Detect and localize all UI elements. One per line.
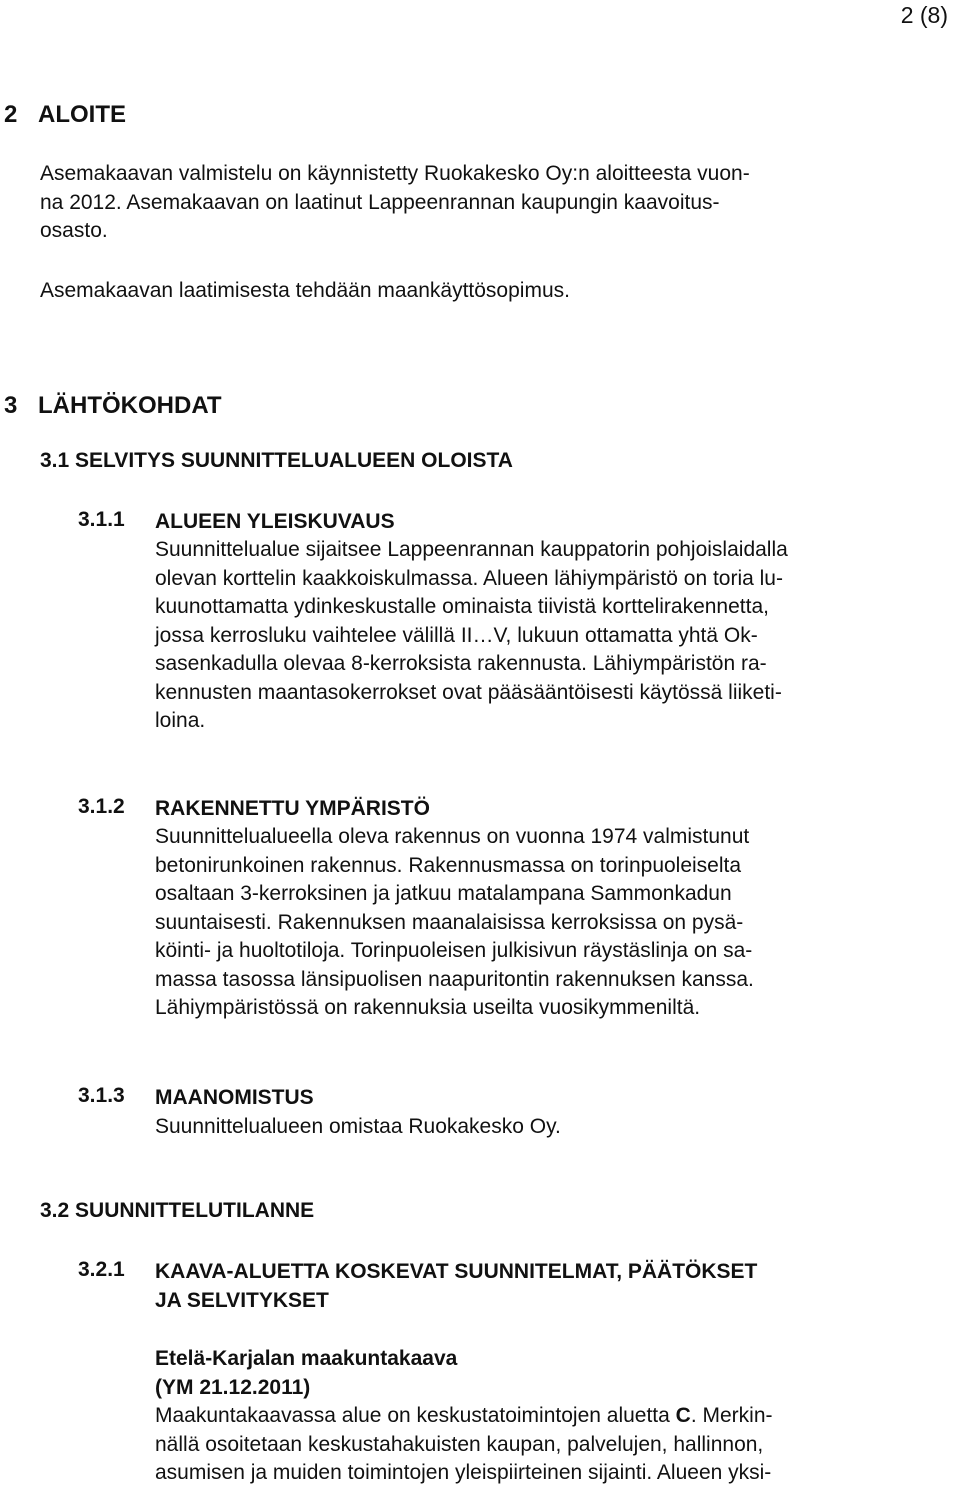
text-line: suuntaisesti. Rakennuksen maanalaisissa kerroksissa on pysä- <box>155 910 744 934</box>
paragraph-aloite-2: Asemakaavan laatimisesta tehdään maankäyttösopimus. <box>40 279 570 302</box>
heading-number: 3 <box>4 392 18 419</box>
text-line: jossa kerrosluku vaihtelee välillä II…V, lukuun ottamatta yhtä Ok- <box>155 623 758 647</box>
section-number-321: 3.2.1 <box>78 1258 125 1281</box>
text-line: osasto. <box>40 219 108 242</box>
section-number-313: 3.1.3 <box>78 1084 125 1107</box>
text-line: betonirunkoinen rakennus. Rakennusmassa on torinpuoleiselta <box>155 853 742 877</box>
zone-code: C <box>675 1404 691 1427</box>
heading-aloite <box>4 101 126 129</box>
text-line: kuunottamatta ydinkeskustalle ominaista tiivistä korttelirakennetta, <box>155 595 769 618</box>
heading-kaava-alue <box>155 1258 757 1315</box>
paragraph-maakuntakaava <box>155 1402 895 1488</box>
text-line: Lähiympäristössä on rakennuksia useilta vuosikymmeniltä. <box>155 996 701 1019</box>
text-line: Asemakaavan valmistelu on käynnistetty Ruokakesko Oy:n aloitteesta vuon- <box>40 162 750 185</box>
text-line <box>155 1402 895 1431</box>
section-number-311: 3.1.1 <box>78 508 125 531</box>
paragraph-alueen-yleiskuvaus <box>155 536 895 736</box>
paragraph-aloite-1 <box>40 160 920 246</box>
text-line: Suunnittelualueella oleva rakennus on vuonna 1974 valmistunut <box>155 825 750 848</box>
text-line: köinti- ja huoltotiloja. Torinpuoleisen julkisivun räystäslinja on sa- <box>155 939 753 962</box>
text-line: na 2012. Asemakaavan on laatinut Lappeenrannan kaupungin kaavoitus- <box>40 190 720 214</box>
text-line: asumisen ja muiden toimintojen yleispiirteinen sijainti. Alueen yksi- <box>155 1461 772 1484</box>
heading-rakennettu-ymparisto: RAKENNETTU YMPÄRISTÖ <box>155 797 430 820</box>
heading-lahtokohdat <box>4 392 222 420</box>
section-number-312: 3.1.2 <box>78 795 125 818</box>
heading-line: JA SELVITYKSET <box>155 1288 329 1312</box>
text-line: olevan korttelin kaakkoiskulmassa. Alueen lähiympäristö on toria lu- <box>155 566 783 590</box>
text-line: nällä osoitetaan keskustahakuisten kaupan, palvelujen, hallinnon, <box>155 1432 764 1456</box>
heading-text: ALOITE <box>38 101 126 128</box>
heading-text: LÄHTÖKOHDAT <box>38 392 222 419</box>
heading-line: Etelä-Karjalan maakuntakaava <box>155 1347 458 1370</box>
paragraph-rakennettu-ymparisto <box>155 823 895 1023</box>
heading-line: (YM 21.12.2011) <box>155 1375 311 1399</box>
page-number: 2 (8) <box>900 2 948 28</box>
text-line: sasenkadulla olevaa 8-kerroksista rakennusta. Lähiympäristön ra- <box>155 652 767 675</box>
text-line: Suunnittelualue sijaitsee Lappeenrannan kauppatorin pohjoislaidalla <box>155 538 788 561</box>
heading-alueen-yleiskuvaus: ALUEEN YLEISKUVAUS <box>155 510 395 533</box>
text-segment: . Merkin- <box>690 1404 773 1427</box>
heading-number: 2 <box>4 101 18 128</box>
paragraph-maanomistus: Suunnittelualueen omistaa Ruokakesko Oy. <box>155 1115 561 1138</box>
heading-line: KAAVA-ALUETTA KOSKEVAT SUUNNITELMAT, PÄÄTÖKSET <box>155 1260 758 1283</box>
text-segment: Maakuntakaavassa alue on keskustatoimintojen aluetta <box>155 1404 676 1427</box>
text-line: kennusten maantasokerrokset ovat pääsääntöisesti käytössä liiketi- <box>155 680 782 704</box>
heading-suunnittelutilanne: 3.2 SUUNNITTELUTILANNE <box>40 1199 315 1222</box>
text-line: massa tasossa länsipuolisen naapuritontin rakennuksen kanssa. <box>155 967 754 991</box>
text-line: osaltaan 3-kerroksinen ja jatkuu matalampana Sammonkadun <box>155 882 732 905</box>
heading-maanomistus: MAANOMISTUS <box>155 1086 314 1109</box>
heading-maakuntakaava <box>155 1345 457 1402</box>
heading-selvitys: 3.1 SELVITYS SUUNNITTELUALUEEN OLOISTA <box>40 449 513 472</box>
text-line: loina. <box>155 709 206 732</box>
